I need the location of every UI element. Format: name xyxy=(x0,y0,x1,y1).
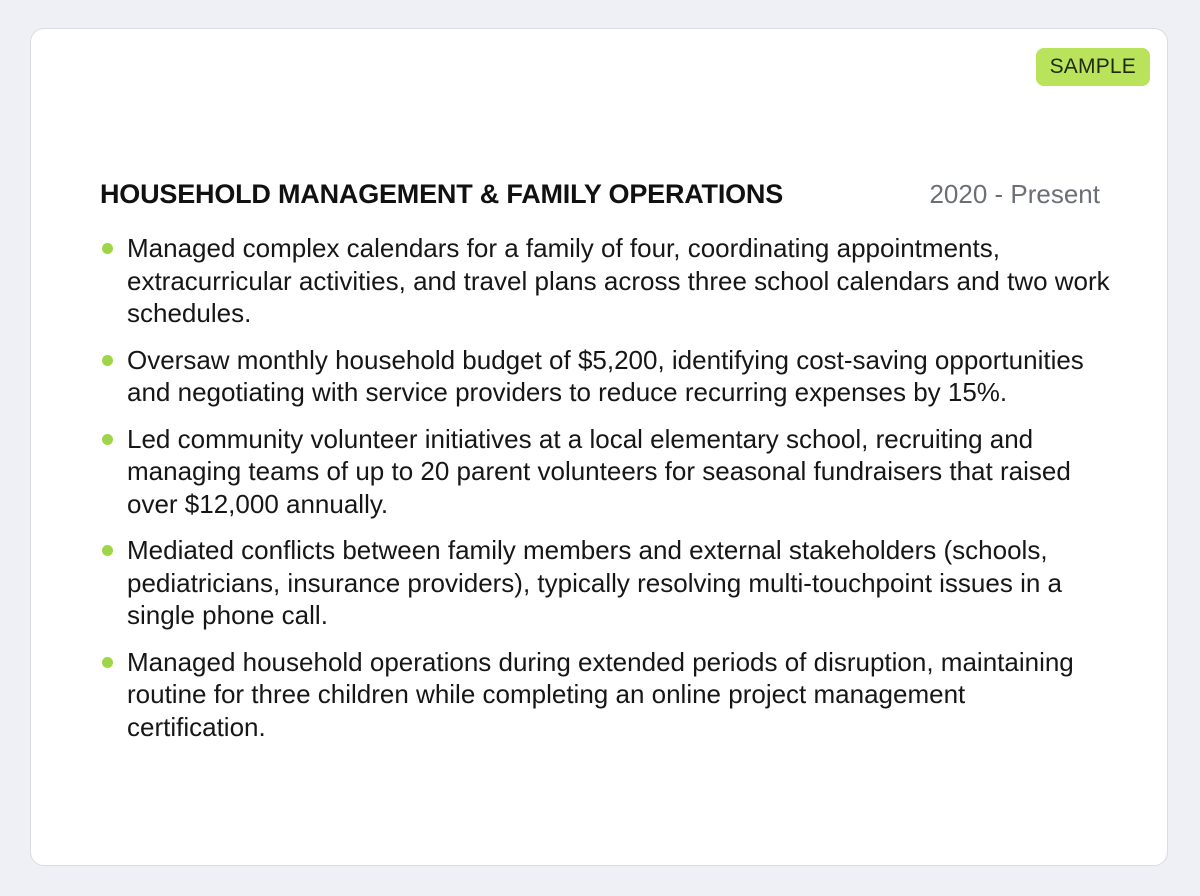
bullet-text: Managed complex calendars for a family of four, coordinating appointments, extracurricular activities, and travel plans across three school calendars and two work schedules. xyxy=(127,233,1110,328)
bullet-item xyxy=(100,423,1110,521)
bullet-item xyxy=(100,344,1110,409)
bullet-item xyxy=(100,534,1110,632)
bullet-item xyxy=(100,646,1110,744)
bullet-dot-icon xyxy=(102,657,113,668)
bullet-list xyxy=(100,232,1110,757)
bullet-text: Oversaw monthly household budget of $5,200, identifying cost-saving opportunities and negotiating with service providers to reduce recurring expenses by 15%. xyxy=(127,344,1084,407)
bullet-dot-icon xyxy=(102,355,113,366)
bullet-item xyxy=(100,232,1110,330)
section-dates: 2020 - Present xyxy=(929,179,1100,209)
bullet-text: Led community volunteer initiatives at a local elementary school, recruiting and managing teams of up to 20 parent volunteers for seasonal fundraisers that raised over $12,000 annually. xyxy=(127,423,1071,519)
bullet-dot-icon xyxy=(102,545,113,556)
sample-badge: SAMPLE xyxy=(1036,48,1150,86)
section-header xyxy=(100,179,1100,219)
bullet-dot-icon xyxy=(102,243,113,254)
resume-card xyxy=(30,28,1168,866)
bullet-text: Managed household operations during extended periods of disruption, maintaining routine for three children while completing an online project management certification. xyxy=(127,646,1074,742)
bullet-dot-icon xyxy=(102,434,113,445)
bullet-text: Mediated conflicts between family members and external stakeholders (schools, pediatricians, insurance providers), typically resolving multi-touchpoint issues in a single phone call. xyxy=(127,535,1062,630)
section-title: HOUSEHOLD MANAGEMENT & FAMILY OPERATIONS xyxy=(100,179,784,209)
